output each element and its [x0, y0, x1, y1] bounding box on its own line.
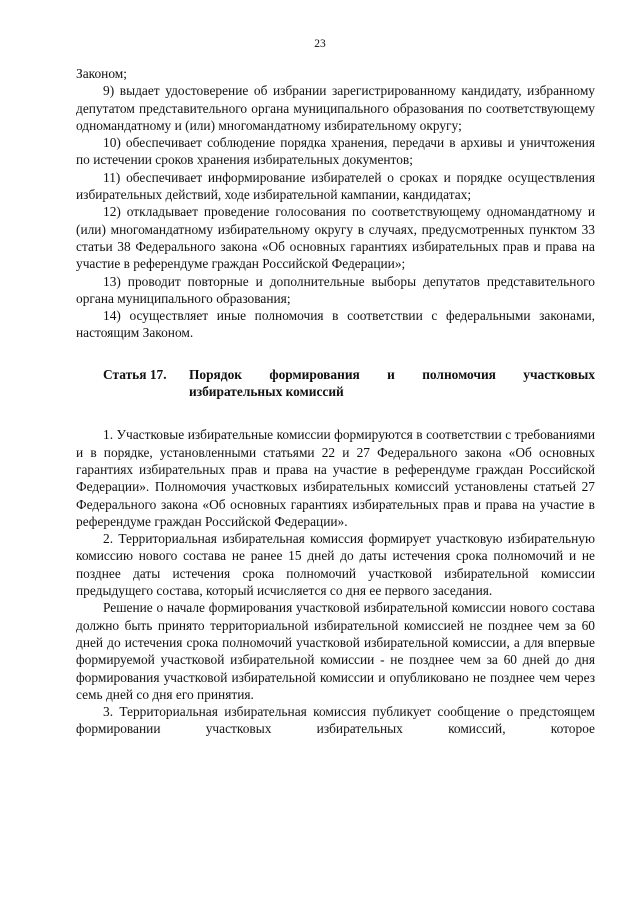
paragraph: 2. Территориальная избирательная комиссия формирует участковую избирательную комиссию нового состава не ранее 15 дней до даты истечения срока полномочий и не позднее даты истечения срока полномочий участковой избирательной комиссии предыдущего состава, который исчисляется со дня ее первого заседания.	[76, 531, 595, 599]
paragraph: 1. Участковые избирательные комиссии формируются в соответствии с требованиями и в порядке, установленными статьями 22 и 27 Федерального закона «Об основных гарантиях избирательных прав и права на участие в референдуме граждан Российской Федерации». Полномочия участковых избирательных комиссий установлены статьей 27 Федерального закона «Об основных гарантиях избирательных прав и права на участие в референдуме граждан Российской Федерации».	[76, 427, 595, 529]
paragraph: 14) осуществляет иные полномочия в соответствии с федеральными законами, настоящим Законом.	[76, 308, 595, 341]
paragraph: 13) проводит повторные и дополнительные выборы депутатов представительного органа муниципального образования;	[76, 273, 595, 306]
paragraph: Решение о начале формирования участковой избирательной комиссии нового состава должно быть принято территориальной избирательной комиссией не позднее чем за 60 дней до истечения срока полномочий участковой избирательной комиссии, а для впервые формируемой участковой избирательной комиссии - не позднее чем за 60 дней до дня формирования участковой избирательной комиссии и опубликовано не позднее чем через семь дней со дня его принятия.	[76, 600, 595, 702]
article-heading	[76, 366, 595, 401]
paragraph: 10) обеспечивает соблюдение порядка хранения, передачи в архивы и уничтожения по истечении сроков хранения избирательных документов;	[76, 135, 595, 168]
paragraph: 3. Территориальная избирательная комиссия публикует сообщение о предстоящем формировании участковых избирательных комиссий, которое	[76, 704, 595, 737]
document-body	[76, 65, 595, 738]
paragraph: 9) выдает удостоверение об избрании зарегистрированному кандидату, избранному депутатом представительного органа муниципального образования по соответствующему одномандатному и (или) многомандатному избирательному округу;	[76, 83, 595, 133]
paragraph: Законом;	[76, 66, 127, 81]
article-title: Порядок формирования и полномочия участковых избирательных комиссий	[189, 366, 595, 400]
paragraph: 12) откладывает проведение голосования по соответствующему одномандатному и (или) многомандатному избирательному округу в случаях, предусмотренных пунктом 33 статьи 38 Федерального закона «Об основных гарантиях избирательных прав и права на участие в референдуме граждан Российской Федерации»;	[76, 204, 595, 272]
paragraph: 11) обеспечивает информирование избирателей о сроках и порядке осуществления избирательных действий, ходе избирательной кампании, кандидатах;	[76, 169, 595, 203]
article-number: Статья 17.	[103, 366, 167, 382]
page-number: 23	[314, 38, 326, 50]
